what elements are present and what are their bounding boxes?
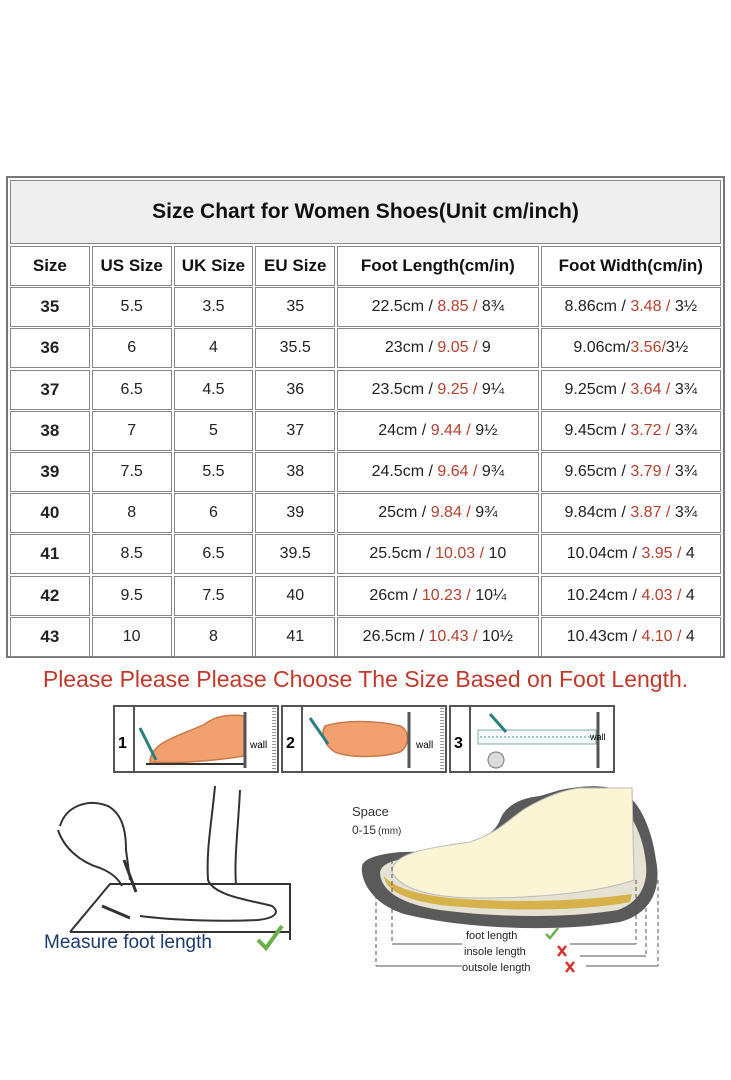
legend-insole-length: insole length [464, 946, 526, 958]
cross-icon [566, 962, 574, 972]
foot-width-part: 4 [685, 545, 695, 563]
eu-size-cell: 39.5 [255, 534, 335, 574]
uk-size-cell: 4 [174, 328, 254, 368]
foot-length-part: 9.44 / [430, 421, 476, 439]
eu-size-cell: 39 [255, 493, 335, 533]
foot-width-part: 3.87 / [630, 504, 675, 522]
foot-width-part: 4 [685, 586, 695, 604]
foot-length-part: 9¾ [475, 504, 498, 522]
legend-outsole-length: outsole length [462, 962, 531, 974]
step-number-1: 1 [118, 735, 127, 752]
uk-size-cell: 8 [174, 617, 254, 657]
size-cell: 38 [10, 411, 90, 451]
foot-width-part: 10.24cm / [566, 586, 642, 604]
us-size-cell: 8 [92, 493, 172, 533]
foot-length-part: 10.43 / [428, 627, 482, 645]
uk-size-cell: 6.5 [174, 534, 254, 574]
foot-length-part: 10 [488, 545, 507, 563]
foot-width-part: 3¾ [674, 504, 698, 522]
size-cell: 35 [10, 287, 90, 327]
uk-size-cell: 3.5 [174, 287, 254, 327]
space-range: 0-15 [352, 823, 377, 837]
foot-width-part: 3¾ [674, 380, 698, 398]
eu-size-cell: 40 [255, 576, 335, 616]
step-number-2: 2 [286, 735, 295, 752]
foot-top-icon [323, 722, 407, 757]
foot-width-part: 8.86cm / [564, 298, 631, 316]
size-cell: 41 [10, 534, 90, 574]
eu-size-cell: 38 [255, 452, 335, 492]
foot-length-part: 9½ [475, 421, 498, 439]
foot-width-part: 3.64 / [630, 380, 675, 398]
size-notice: Please Please Please Choose The Size Based on Foot Length. [42, 666, 689, 692]
us-size-cell: 8.5 [92, 534, 172, 574]
us-size-cell: 10 [92, 617, 172, 657]
header-size: Size [10, 246, 90, 286]
foot-length-part: 24.5cm / [371, 462, 438, 480]
foot-length-part: 23.5cm / [371, 380, 438, 398]
foot-length-part: 24cm / [378, 421, 431, 439]
foot-length-part: 10.23 / [421, 586, 476, 604]
foot-length-part: 25cm / [378, 504, 431, 522]
wall-label-3: wall [590, 732, 606, 742]
foot-length-part: 9.05 / [437, 339, 482, 357]
svg-text:0-15(mm) [352, 823, 401, 837]
foot-length-part: 9.84 / [430, 504, 476, 522]
foot-length-part: 26.5cm / [362, 627, 429, 645]
check-icon [258, 926, 282, 948]
foot-width-part: 3.48 / [630, 298, 675, 316]
foot-length-part: 10¼ [475, 586, 507, 604]
size-cell: 36 [10, 328, 90, 368]
foot-length-part: 22.5cm / [371, 298, 438, 316]
foot-width-part: 3½ [665, 339, 689, 357]
cross-icon [558, 946, 566, 956]
eu-size-cell: 41 [255, 617, 335, 657]
uk-size-cell: 4.5 [174, 370, 254, 410]
foot-length-part: 9¾ [481, 462, 505, 480]
foot-width-part: 3.79 / [630, 462, 675, 480]
foot-width-part: 3¾ [674, 421, 698, 439]
us-size-cell: 6.5 [92, 370, 172, 410]
us-size-cell: 7 [92, 411, 172, 451]
foot-length-part: 25.5cm / [369, 545, 436, 563]
foot-width-part: 3½ [674, 298, 698, 316]
check-icon [546, 928, 558, 938]
us-size-cell: 9.5 [92, 576, 172, 616]
foot-length-part: 9.64 / [437, 462, 482, 480]
size-cell: 40 [10, 493, 90, 533]
uk-size-cell: 5 [174, 411, 254, 451]
uk-size-cell: 6 [174, 493, 254, 533]
eu-size-cell: 36 [255, 370, 335, 410]
step-panel-3 [450, 706, 614, 772]
foot-length-part: 8.85 / [437, 298, 482, 316]
foot-width-part: 9.06cm/ [573, 339, 631, 357]
legend-foot-length: foot length [466, 930, 518, 942]
foot-width-part: 9.25cm / [564, 380, 631, 398]
foot-width-part: 3.56/ [630, 339, 666, 357]
header-foot-length: Foot Length(cm/in) [337, 246, 538, 286]
foot-length-part: 9.25 / [437, 380, 482, 398]
foot-width-part: 9.65cm / [564, 462, 631, 480]
foot-width-part: 4 [685, 627, 695, 645]
foot-width-part: 3.72 / [630, 421, 675, 439]
foot-length-part: 26cm / [369, 586, 422, 604]
us-size-cell: 6 [92, 328, 172, 368]
table-title: Size Chart for Women Shoes(Unit cm/inch) [152, 200, 579, 223]
foot-width-part: 4.10 / [641, 627, 686, 645]
foot-width-part: 4.03 / [641, 586, 686, 604]
foot-length-part: 10.03 / [435, 545, 489, 563]
foot-width-part: 10.43cm / [566, 627, 642, 645]
foot-length-part: 9 [481, 339, 491, 357]
wall-label-2: wall [416, 740, 434, 751]
header-uk-size: UK Size [174, 246, 254, 286]
space-label: Space [352, 804, 389, 819]
foot-length-part: 9¼ [481, 380, 505, 398]
us-size-cell: 7.5 [92, 452, 172, 492]
measure-foot-length-label: Measure foot length [44, 932, 212, 953]
eu-size-cell: 37 [255, 411, 335, 451]
foot-length-part: 8¾ [481, 298, 505, 316]
header-eu-size: EU Size [255, 246, 335, 286]
uk-size-cell: 7.5 [174, 576, 254, 616]
size-cell: 42 [10, 576, 90, 616]
foot-width-part: 10.04cm / [566, 545, 642, 563]
step-number-3: 3 [454, 735, 463, 752]
uk-size-cell: 5.5 [174, 452, 254, 492]
foot-width-part: 9.84cm / [564, 504, 631, 522]
size-cell: 43 [10, 617, 90, 657]
eu-size-cell: 35 [255, 287, 335, 327]
header-foot-width: Foot Width(cm/in) [541, 246, 721, 286]
foot-width-part: 3.95 / [641, 545, 686, 563]
space-unit: (mm) [378, 826, 402, 837]
foot-sketch [58, 786, 290, 940]
header-us-size: US Size [92, 246, 172, 286]
foot-length-part: 23cm / [384, 339, 438, 357]
step-panel-2 [282, 706, 446, 772]
step-panel-1 [114, 706, 278, 772]
wall-label-1: wall [250, 740, 268, 751]
foot-length-part: 10½ [481, 627, 513, 645]
us-size-cell: 5.5 [92, 287, 172, 327]
size-cell: 39 [10, 452, 90, 492]
size-cell: 37 [10, 370, 90, 410]
foot-width-part: 9.45cm / [564, 421, 631, 439]
eu-size-cell: 35.5 [255, 328, 335, 368]
foot-width-part: 3¾ [674, 462, 698, 480]
